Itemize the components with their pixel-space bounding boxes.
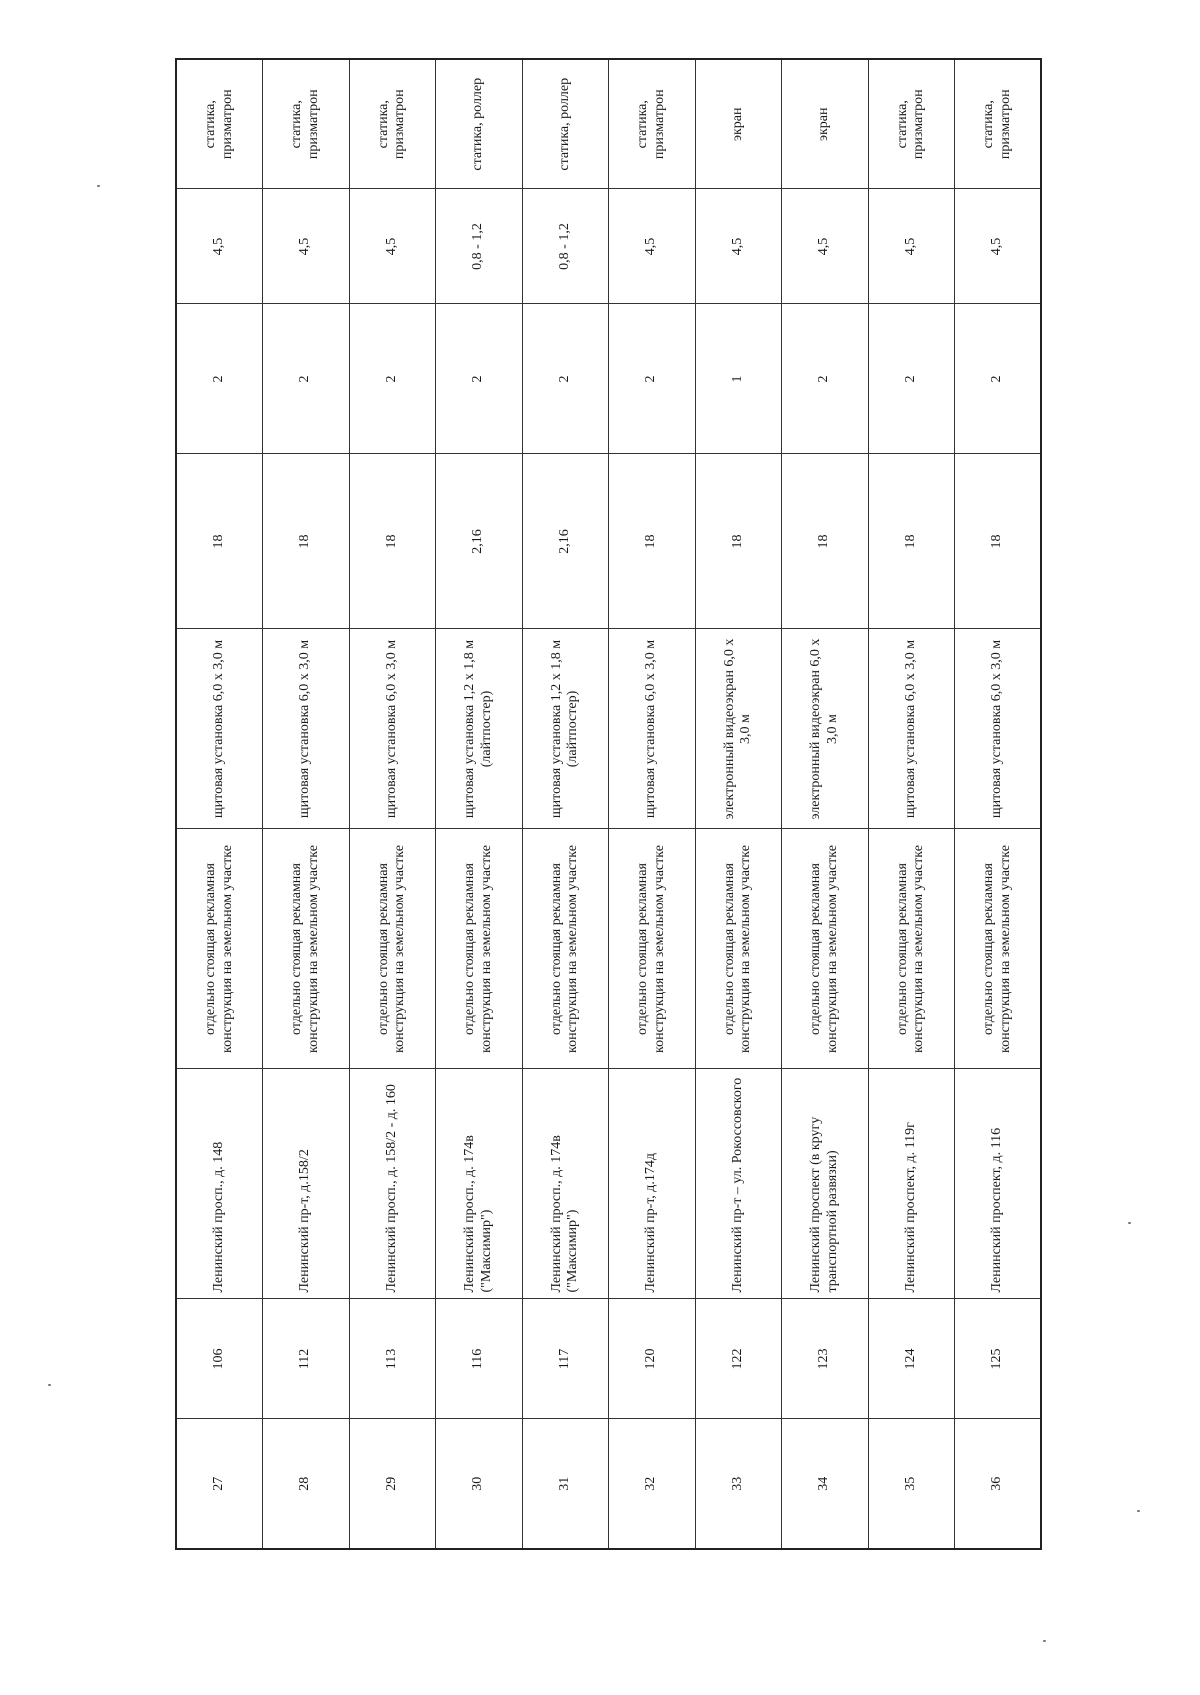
structure-kind-cell: отдельно стоящая рекламная конструкция на земельном участке [263, 829, 350, 1069]
height-cell: 4,5 [955, 189, 1042, 304]
area-cell: 18 [176, 454, 263, 629]
sides-count-cell: 1 [695, 304, 782, 454]
table-row [782, 59, 869, 1549]
scan-speck [97, 185, 100, 187]
structure-kind-cell: отдельно стоящая рекламная конструкция на земельном участке [349, 829, 436, 1069]
sides-count-cell: 2 [609, 304, 696, 454]
advertising-structures-table [175, 58, 1042, 1550]
structure-kind-cell: отдельно стоящая рекламная конструкция на земельном участке [782, 829, 869, 1069]
technology-cell: экран [782, 59, 869, 189]
technology-cell: статика, призматрон [176, 59, 263, 189]
row-number-cell: 35 [868, 1419, 955, 1549]
address-cell: Ленинский проспект (в кругу транспортной развязки) [782, 1069, 869, 1299]
technology-cell: статика, призматрон [349, 59, 436, 189]
scan-speck [1137, 1510, 1140, 1512]
address-cell: Ленинский проспект, д. 119г [868, 1069, 955, 1299]
structure-id-cell: 124 [868, 1299, 955, 1419]
structure-kind-cell: отдельно стоящая рекламная конструкция на земельном участке [695, 829, 782, 1069]
technology-cell: статика, призматрон [955, 59, 1042, 189]
structure-id-cell: 113 [349, 1299, 436, 1419]
scan-speck [48, 1384, 51, 1386]
structure-type-cell: электронный видеоэкран 6,0 х 3,0 м [695, 629, 782, 829]
height-cell: 0,8 - 1,2 [522, 189, 609, 304]
area-cell: 18 [955, 454, 1042, 629]
table-row [868, 59, 955, 1549]
height-cell: 4,5 [176, 189, 263, 304]
technology-cell: статика, призматрон [263, 59, 350, 189]
structure-type-cell: щитовая установка 6,0 х 3,0 м [955, 629, 1042, 829]
area-cell: 18 [609, 454, 696, 629]
structure-kind-cell: отдельно стоящая рекламная конструкция на земельном участке [436, 829, 523, 1069]
structure-kind-cell: отдельно стоящая рекламная конструкция на земельном участке [522, 829, 609, 1069]
technology-cell: экран [695, 59, 782, 189]
row-number-cell: 28 [263, 1419, 350, 1549]
structure-type-cell: щитовая установка 6,0 х 3,0 м [349, 629, 436, 829]
sides-count-cell: 2 [782, 304, 869, 454]
structure-id-cell: 106 [176, 1299, 263, 1419]
height-cell: 4,5 [349, 189, 436, 304]
row-number-cell: 32 [609, 1419, 696, 1549]
table-row [349, 59, 436, 1549]
structure-id-cell: 122 [695, 1299, 782, 1419]
structure-type-cell: щитовая установка 1,2 х 1,8 м (лайтпостер) [436, 629, 523, 829]
structure-id-cell: 125 [955, 1299, 1042, 1419]
row-number-cell: 27 [176, 1419, 263, 1549]
structure-kind-cell: отдельно стоящая рекламная конструкция на земельном участке [868, 829, 955, 1069]
area-cell: 18 [782, 454, 869, 629]
table-row [436, 59, 523, 1549]
row-number-cell: 36 [955, 1419, 1042, 1549]
technology-cell: статика, призматрон [609, 59, 696, 189]
row-number-cell: 34 [782, 1419, 869, 1549]
address-cell: Ленинский пр-т, д.158/2 [263, 1069, 350, 1299]
table-row [609, 59, 696, 1549]
table-row [263, 59, 350, 1549]
table-row [522, 59, 609, 1549]
structure-kind-cell: отдельно стоящая рекламная конструкция на земельном участке [176, 829, 263, 1069]
table-body [176, 59, 1041, 1549]
height-cell: 4,5 [782, 189, 869, 304]
structure-type-cell: щитовая установка 6,0 х 3,0 м [868, 629, 955, 829]
structure-type-cell: щитовая установка 6,0 х 3,0 м [609, 629, 696, 829]
structure-id-cell: 112 [263, 1299, 350, 1419]
row-number-cell: 31 [522, 1419, 609, 1549]
area-cell: 18 [349, 454, 436, 629]
structure-type-cell: щитовая установка 6,0 х 3,0 м [176, 629, 263, 829]
sides-count-cell: 2 [436, 304, 523, 454]
structure-id-cell: 116 [436, 1299, 523, 1419]
sides-count-cell: 2 [263, 304, 350, 454]
structure-id-cell: 120 [609, 1299, 696, 1419]
address-cell: Ленинский пр-т, д.174д [609, 1069, 696, 1299]
address-cell: Ленинский просп., д. 148 [176, 1069, 263, 1299]
structure-id-cell: 123 [782, 1299, 869, 1419]
row-number-cell: 33 [695, 1419, 782, 1549]
technology-cell: статика, роллер [436, 59, 523, 189]
structure-type-cell: щитовая установка 6,0 х 3,0 м [263, 629, 350, 829]
sides-count-cell: 2 [349, 304, 436, 454]
technology-cell: статика, роллер [522, 59, 609, 189]
sides-count-cell: 2 [176, 304, 263, 454]
structure-type-cell: электронный видеоэкран 6,0 х 3,0 м [782, 629, 869, 829]
sides-count-cell: 2 [868, 304, 955, 454]
structure-type-cell: щитовая установка 1,2 х 1,8 м (лайтпостер) [522, 629, 609, 829]
sides-count-cell: 2 [522, 304, 609, 454]
row-number-cell: 30 [436, 1419, 523, 1549]
height-cell: 0,8 - 1,2 [436, 189, 523, 304]
area-cell: 18 [868, 454, 955, 629]
table-row [695, 59, 782, 1549]
address-cell: Ленинский просп., д. 174в ("Максимир") [436, 1069, 523, 1299]
address-cell: Ленинский пр-т – ул. Рокоссовского [695, 1069, 782, 1299]
height-cell: 4,5 [868, 189, 955, 304]
area-cell: 2,16 [522, 454, 609, 629]
area-cell: 18 [263, 454, 350, 629]
area-cell: 18 [695, 454, 782, 629]
structure-id-cell: 117 [522, 1299, 609, 1419]
address-cell: Ленинский просп., д. 174в ("Максимир") [522, 1069, 609, 1299]
address-cell: Ленинский проспект, д. 116 [955, 1069, 1042, 1299]
technology-cell: статика, призматрон [868, 59, 955, 189]
area-cell: 2,16 [436, 454, 523, 629]
height-cell: 4,5 [695, 189, 782, 304]
scan-speck [1128, 1222, 1131, 1224]
address-cell: Ленинский просп., д. 158/2 - д. 160 [349, 1069, 436, 1299]
structure-kind-cell: отдельно стоящая рекламная конструкция на земельном участке [609, 829, 696, 1069]
table-row [955, 59, 1042, 1549]
table-row [176, 59, 263, 1549]
row-number-cell: 29 [349, 1419, 436, 1549]
height-cell: 4,5 [263, 189, 350, 304]
height-cell: 4,5 [609, 189, 696, 304]
scan-speck [1043, 1640, 1046, 1642]
sides-count-cell: 2 [955, 304, 1042, 454]
structure-kind-cell: отдельно стоящая рекламная конструкция на земельном участке [955, 829, 1042, 1069]
